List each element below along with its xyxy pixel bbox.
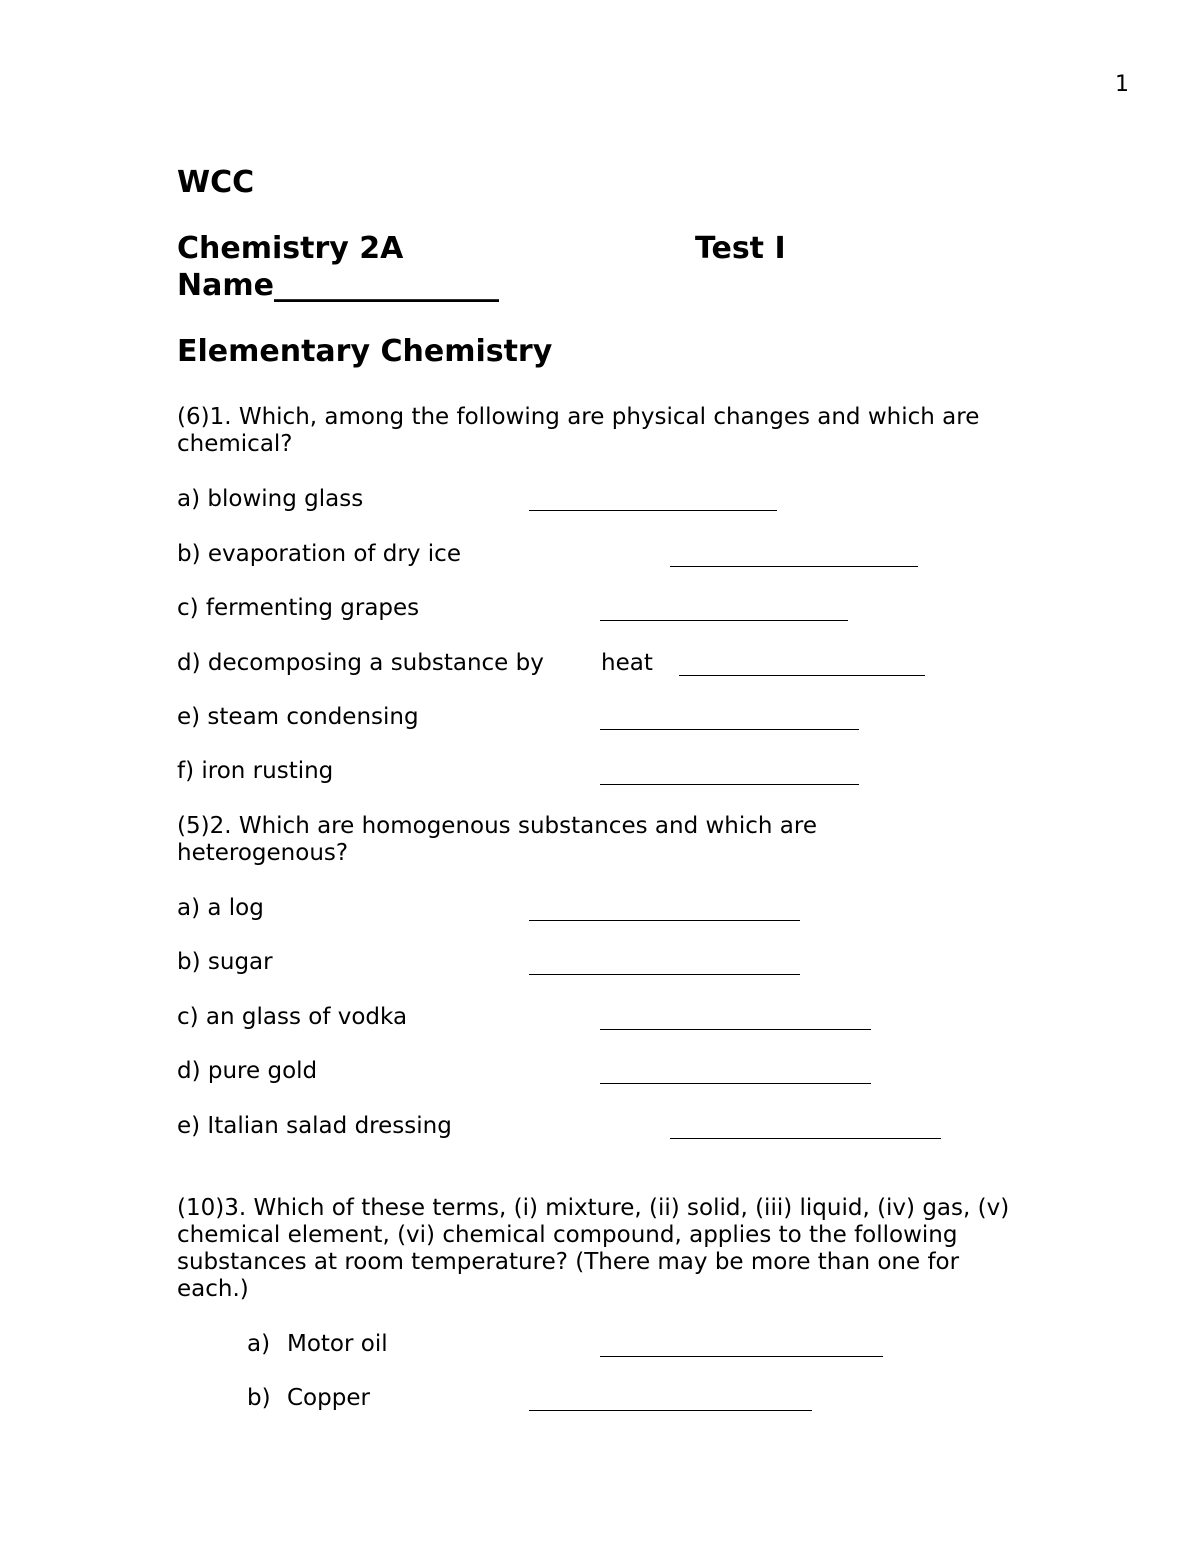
school-heading: WCC <box>177 165 255 200</box>
q1-item-c-label: c) fermenting grapes <box>177 595 420 621</box>
test-title: Test I <box>695 231 786 266</box>
question-3-prompt: (10)3. Which of these terms, (i) mixture, (ii) solid, (iii) liquid, (iv) gas, (v) chemical element, (vi) chemical compound, applies to the following substances at room temperature? (There may be more than one for each.) <box>177 1195 1010 1302</box>
name-field[interactable]: Name_______________ <box>177 268 499 303</box>
q3-item-a-letter: a) <box>247 1331 271 1357</box>
q2-item-d-label: d) pure gold <box>177 1058 318 1084</box>
q1-item-f-answer-line[interactable] <box>600 784 859 785</box>
q2-item-d-answer-line[interactable] <box>600 1083 871 1084</box>
question-1-prompt: (6)1. Which, among the following are physical changes and which are chemical? <box>177 404 980 457</box>
q1-item-d-label: d) decomposing a substance by <box>177 650 544 676</box>
q3-item-a-answer-line[interactable] <box>600 1356 883 1357</box>
q2-item-b-answer-line[interactable] <box>529 974 800 975</box>
q1-item-a-answer-line[interactable] <box>529 510 777 511</box>
q2-item-a-label: a) a log <box>177 895 264 921</box>
q1-item-b-answer-line[interactable] <box>670 566 918 567</box>
q3-item-b-letter: b) <box>247 1385 271 1411</box>
q1-item-e-answer-line[interactable] <box>600 729 859 730</box>
page-number: 1 <box>1115 72 1129 97</box>
q2-item-e-answer-line[interactable] <box>670 1138 941 1139</box>
q1-item-d-extra: heat <box>601 650 653 676</box>
q3-item-b-label: Copper <box>287 1385 370 1411</box>
q1-item-f-label: f) iron rusting <box>177 758 334 784</box>
q2-item-e-label: e) Italian salad dressing <box>177 1113 452 1139</box>
q2-item-a-answer-line[interactable] <box>529 920 800 921</box>
course-title: Chemistry 2A <box>177 231 404 266</box>
question-2-prompt: (5)2. Which are homogenous substances and which are heterogenous? <box>177 813 817 866</box>
q1-item-b-label: b) evaporation of dry ice <box>177 541 461 567</box>
section-title: Elementary Chemistry <box>177 334 553 369</box>
q2-item-c-answer-line[interactable] <box>600 1029 871 1030</box>
q1-item-d-answer-line[interactable] <box>679 675 925 676</box>
q1-item-c-answer-line[interactable] <box>600 620 848 621</box>
q1-item-a-label: a) blowing glass <box>177 486 364 512</box>
q1-item-e-label: e) steam condensing <box>177 704 419 730</box>
q2-item-b-label: b) sugar <box>177 949 273 975</box>
q2-item-c-label: c) an glass of vodka <box>177 1004 408 1030</box>
q3-item-b-answer-line[interactable] <box>529 1410 812 1411</box>
q3-item-a-label: Motor oil <box>287 1331 388 1357</box>
